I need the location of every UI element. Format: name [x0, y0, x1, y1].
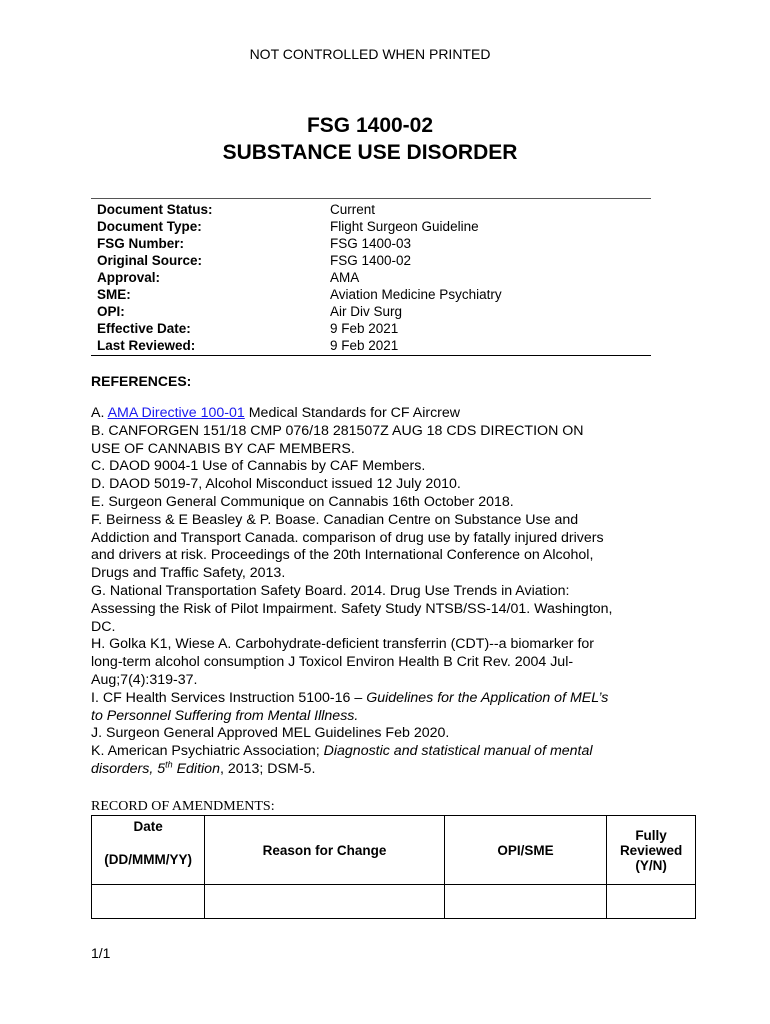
- reference-f: and drivers at risk. Proceedings of the 20th International Conference on Alcohol,: [91, 547, 594, 564]
- table-row: [92, 885, 696, 919]
- reference-b: USE OF CANNABIS BY CAF MEMBERS.: [91, 440, 355, 457]
- reference-k: [91, 743, 661, 761]
- reference-f: Addiction and Transport Canada. comparison of drug use by fatally injured drivers: [91, 529, 604, 546]
- reference-i: to Personnel Suffering from Mental Illness.: [91, 707, 359, 724]
- status-row: [91, 303, 651, 320]
- reference-h: H. Golka K1, Wiese A. Carbohydrate-deficient transferrin (CDT)--a biomarker for: [91, 636, 595, 653]
- reference-text: A.: [91, 405, 108, 421]
- document-title-number: FSG 1400-02: [306, 114, 434, 137]
- status-label: Approval:: [97, 270, 161, 285]
- status-value: FSG 1400-03: [330, 236, 412, 251]
- reference-title: disorders, 5: [91, 760, 166, 777]
- reference-title: Edition: [172, 760, 220, 777]
- status-row: [91, 252, 651, 269]
- reference-e: E. Surgeon General Communique on Cannabis 16th October 2018.: [91, 493, 514, 510]
- status-label: Original Source:: [97, 253, 203, 268]
- reference-text: , 2013; DSM-5.: [219, 760, 316, 777]
- references-list: [91, 405, 661, 779]
- reference-g: Assessing the Risk of Pilot Impairment. Safety Study NTSB/SS-14/01. Washington,: [91, 600, 613, 617]
- status-label: Document Status:: [97, 202, 213, 217]
- page-number: 1/1: [91, 945, 111, 961]
- date-header-label: Date: [133, 819, 163, 834]
- document-title: SUBSTANCE USE DISORDER: [222, 141, 518, 164]
- status-label: FSG Number:: [97, 236, 185, 251]
- status-label: Document Type:: [97, 219, 202, 234]
- status-row: [91, 337, 651, 354]
- reference-f: F. Beirness & E Beasley & P. Boase. Canadian Centre on Substance Use and: [91, 511, 579, 528]
- fully-reviewed-label: (Y/N): [635, 857, 667, 873]
- reference-text: K. American Psychiatric Association;: [91, 743, 324, 760]
- reference-i: [91, 690, 661, 708]
- reason-header: Reason for Change: [205, 816, 445, 885]
- references-heading: REFERENCES:: [91, 373, 192, 389]
- amendments-table: [91, 815, 696, 919]
- date-header: [92, 816, 205, 885]
- reference-title: Diagnostic and statistical manual of mental: [323, 743, 593, 760]
- ama-directive-link[interactable]: AMA Directive 100-01: [107, 405, 245, 421]
- reference-text: I. CF Health Services Instruction 5100-16 –: [91, 689, 367, 706]
- status-value: Air Div Surg: [330, 304, 403, 319]
- status-row: [91, 218, 651, 235]
- date-format-label: (DD/MMM/YY): [104, 852, 192, 867]
- reference-title: Guidelines for the Application of MEL’s: [366, 689, 609, 706]
- status-value: 9 Feb 2021: [330, 321, 399, 336]
- status-row: [91, 235, 651, 252]
- fully-reviewed-label: Reviewed: [619, 842, 683, 858]
- status-row: [91, 320, 651, 337]
- status-label: SME:: [97, 287, 131, 302]
- reference-a: [91, 405, 661, 423]
- reference-k: [91, 761, 661, 779]
- status-row: [91, 269, 651, 286]
- status-label: OPI:: [97, 304, 125, 319]
- status-value: Flight Surgeon Guideline: [330, 219, 479, 234]
- status-row: [91, 201, 651, 218]
- status-value: Aviation Medicine Psychiatry: [330, 287, 502, 302]
- status-label: Effective Date:: [97, 321, 191, 336]
- reference-h: Aug;7(4):319-37.: [91, 671, 198, 688]
- status-label: Last Reviewed:: [97, 338, 196, 353]
- superscript: th: [165, 759, 173, 770]
- fully-reviewed-header: [607, 816, 696, 885]
- reference-text: Medical Standards for CF Aircrew: [244, 405, 461, 421]
- reference-c: C. DAOD 9004-1 Use of Cannabis by CAF Members.: [91, 458, 426, 475]
- empty-cell: [205, 885, 445, 919]
- empty-cell: [607, 885, 696, 919]
- reference-g: DC.: [91, 618, 116, 635]
- fully-reviewed-label: Fully: [635, 827, 667, 843]
- status-value: AMA: [330, 270, 360, 285]
- status-value: FSG 1400-02: [330, 253, 412, 268]
- empty-cell: [444, 885, 606, 919]
- status-value: Current: [330, 202, 376, 217]
- reference-b: B. CANFORGEN 151/18 CMP 076/18 281507Z AUG 18 CDS DIRECTION ON: [91, 422, 584, 439]
- amendments-header-row: [92, 816, 696, 885]
- header-note: NOT CONTROLLED WHEN PRINTED: [249, 46, 491, 62]
- amendments-heading: RECORD OF AMENDMENTS:: [91, 799, 275, 814]
- reference-f: Drugs and Traffic Safety, 2013.: [91, 565, 286, 582]
- reference-g: G. National Transportation Safety Board. 2014. Drug Use Trends in Aviation:: [91, 582, 570, 599]
- reference-d: D. DAOD 5019-7, Alcohol Misconduct issued 12 July 2010.: [91, 476, 461, 493]
- empty-cell: [92, 885, 205, 919]
- status-row: [91, 286, 651, 303]
- status-value: 9 Feb 2021: [330, 338, 399, 353]
- document-status-table: [91, 198, 651, 356]
- reference-j: J. Surgeon General Approved MEL Guidelines Feb 2020.: [91, 725, 450, 742]
- reference-h: long-term alcohol consumption J Toxicol Environ Health B Crit Rev. 2004 Jul-: [91, 654, 574, 671]
- opi-sme-header: OPI/SME: [444, 816, 606, 885]
